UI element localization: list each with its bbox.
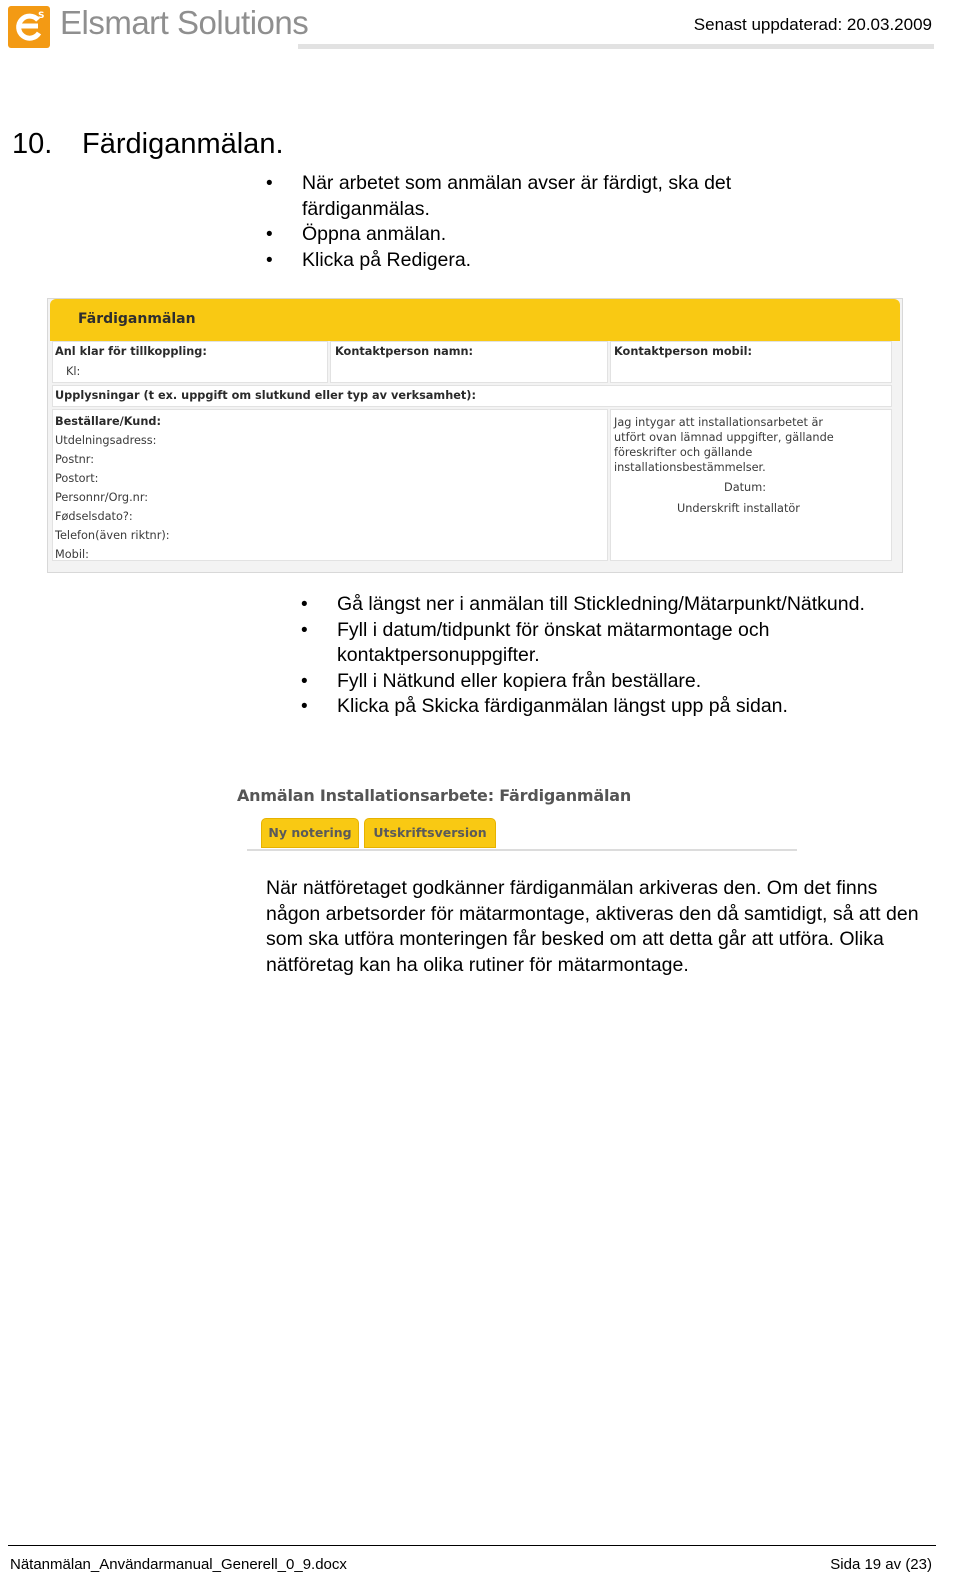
list-item: Mobil:: [55, 548, 89, 561]
time-label: Kl:: [66, 365, 81, 378]
footer-page-number: Sida 19 av (23): [830, 1556, 932, 1573]
list-item: • Fyll i datum/tidpunkt för önskat mätarmontage och kontaktpersonuppgifter.: [337, 618, 937, 669]
section-title: Färdiganmälan.: [82, 128, 284, 160]
ready-label: Anl klar för tillkoppling:: [55, 345, 207, 358]
contact-mobile-label: Kontaktperson mobil:: [614, 345, 752, 358]
svg-text:S: S: [38, 11, 45, 21]
tab-ny-notering[interactable]: Ny notering: [261, 818, 359, 848]
declaration-line: föreskrifter och gällande: [614, 446, 753, 459]
list-item: • Klicka på Skicka färdiganmälan längst upp på sidan.: [337, 694, 937, 720]
form-title: Färdiganmälan: [78, 311, 196, 327]
tab-utskriftsversion[interactable]: Utskriftsversion: [364, 818, 496, 848]
list-item: • Öppna anmälan.: [302, 222, 862, 248]
declaration-line: Jag intygar att installationsarbetet är: [614, 416, 824, 429]
section-heading: [12, 128, 284, 161]
signature-label: Underskrift installatör: [677, 502, 800, 515]
last-updated-text: Senast uppdaterad: 20.03.2009: [693, 15, 932, 34]
list-item: Telefon(även riktnr):: [55, 529, 170, 542]
declaration-line: installationsbestämmelser.: [614, 461, 766, 474]
customer-field-list: [55, 412, 170, 564]
steps-bullet-list: [337, 592, 937, 720]
section-number: 10.: [12, 128, 53, 160]
declaration-text: [614, 415, 834, 475]
list-item: Postnr:: [55, 453, 95, 466]
company-logo-icon: [8, 6, 50, 48]
contact-name-label: Kontaktperson namn:: [335, 345, 474, 358]
tabs-divider: [247, 849, 797, 851]
footer-filename: Nätanmälan_Användarmanual_Generell_0_9.docx: [10, 1556, 347, 1573]
list-item: Utdelningsadress:: [55, 434, 157, 447]
list-item: Postort:: [55, 472, 99, 485]
form-screenshot: [47, 298, 903, 573]
form-header: [50, 299, 900, 341]
list-item: Beställare/Kund:: [55, 415, 161, 428]
footer-divider: [8, 1545, 936, 1546]
tabs-screenshot: [233, 782, 803, 854]
list-item: • När arbetet som anmälan avser är färdigt, ska det färdiganmälas.: [302, 171, 862, 222]
archive-paragraph: När nätföretaget godkänner färdiganmälan arkiveras den. Om det finns någon arbetsorder för mätarmontage, aktiveras den då samtidigt, så att den som ska utföra monteringen får besked om att detta går att utföra. Olika nätföretag kan ha olika rutiner för mätarmontage.: [266, 877, 919, 976]
list-item: • Gå längst ner i anmälan till Stickledning/Mätarpunkt/Nätkund.: [337, 592, 937, 618]
intro-bullet-list: [302, 171, 862, 273]
list-item: • Klicka på Redigera.: [302, 248, 862, 274]
date-label: Datum:: [724, 481, 767, 494]
list-item: • Fyll i Nätkund eller kopiera från beställare.: [337, 669, 937, 695]
info-label: Upplysningar (t ex. uppgift om slutkund eller typ av verksamhet):: [55, 389, 476, 402]
company-name: Elsmart Solutions: [60, 4, 309, 41]
list-item: Fødselsdato?:: [55, 510, 133, 523]
header-divider: [298, 44, 934, 49]
list-item: Personnr/Org.nr:: [55, 491, 149, 504]
declaration-line: utfört ovan lämnad uppgifter, gällande: [614, 431, 834, 444]
tabs-screenshot-title: Anmälan Installationsarbete: Färdiganmälan: [237, 786, 632, 805]
